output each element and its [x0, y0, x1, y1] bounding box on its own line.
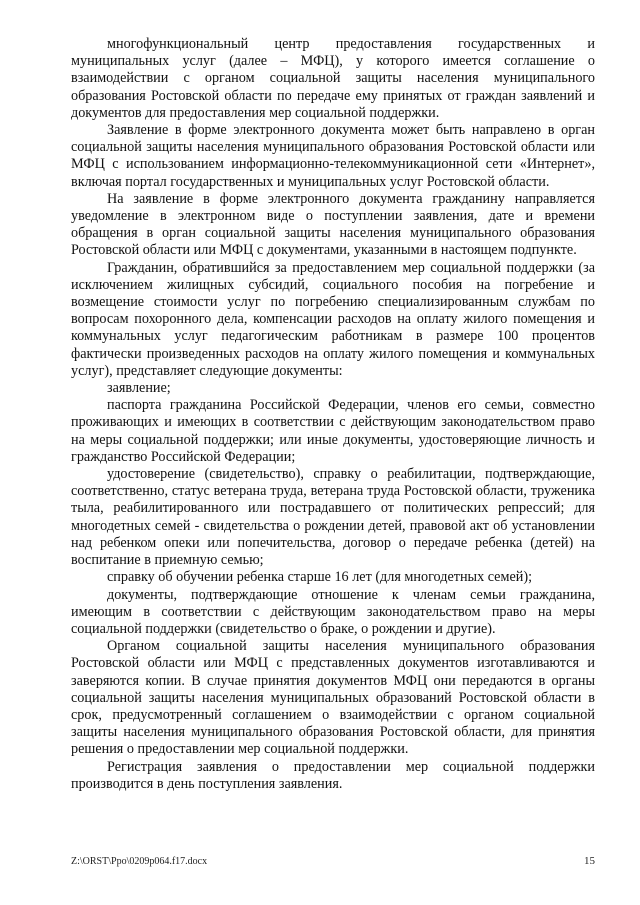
list-item-certificates: удостоверение (свидетельство), справку о реабилитации, подтверждающие, соответственно, статус ветерана труда, ветерана труда Ростовской области, труженика тыла, реабилитированного или пострадавшего от политических репрессий; для многодетных семей - свидетельства о рождении детей, правовой акт об установлении над ребенком опеки или попечительства, договор о передаче ребенка (детей) на воспитание в приемную семью;: [71, 466, 595, 569]
page-number: 15: [584, 855, 595, 867]
paragraph-document-copies: Органом социальной защиты населения муниципального образования Ростовской области или МФЦ с представленных документов изготавливаются и заверяются копии. В случае принятия документов МФЦ они передаются в органы социальной защиты населения муниципальных образований Ростовской области в срок, предусмотренный соглашением о взаимодействии с органом социальной защиты населения муниципального образования Ростовской области, для принятия решения о предоставлении мер социальной поддержки.: [71, 638, 595, 758]
list-item-passports: паспорта гражданина Российской Федерации, членов его семьи, совместно проживающих и имеющих в соответствии с действующим законодательством право на меры социальной поддержки; или иные документы, удостоверяющие личность и гражданство Российской Федерации;: [71, 397, 595, 465]
paragraph-registration: Регистрация заявления о предоставлении мер социальной поддержки производится в день поступления заявления.: [71, 758, 595, 792]
paragraph-electronic-application: Заявление в форме электронного документа может быть направлено в орган социальной защиты населения муниципального образования Ростовской области или МФЦ с использованием информационно-телекоммуникационной сети «Интернет», включая портал государственных и муниципальных услуг Ростовской области.: [71, 122, 595, 190]
paragraph-required-documents: Гражданин, обратившийся за предоставлением мер социальной поддержки (за исключением жилищных субсидий, социального пособия на погребение и возмещение стоимости услуг по погребению специализированным службам по вопросам похоронного дела, компенсации расходов на оплату жилого помещения и коммунальных услуг педагогическим работникам в размере 100 процентов фактически произведенных расходов на оплату жилого помещения и коммунальных услуг), представляет следующие документы:: [71, 259, 595, 379]
footer-file-path: Z:\ORST\Ppo\0209p064.f17.docx: [71, 856, 208, 867]
list-item-education-certificate: справку об обучении ребенка старше 16 лет (для многодетных семей);: [107, 569, 533, 586]
paragraph-mfc-agreement: многофункциональный центр предоставления государственных и муниципальных услуг (далее – МФЦ), у которого имеется соглашение о взаимодействии с органом социальной защиты населения муниципального образования Ростовской области по передаче ему принятых от граждан заявлений и документов для предоставления мер социальной поддержки.: [71, 36, 595, 121]
list-item-family-documents: документы, подтверждающие отношение к членам семьи гражданина, имеющим в соответствии с действующим законодательством право на меры социальной поддержки (свидетельство о браке, о рождении и другие).: [71, 586, 595, 637]
list-item-application: заявление;: [107, 380, 171, 397]
paragraph-electronic-notification: На заявление в форме электронного документа гражданину направляется уведомление в электронном виде о поступлении заявления, дате и времени обращения в орган социальной защиты населения муниципального образования Ростовской области или МФЦ с документами, указанными в настоящем подпункте.: [71, 190, 595, 259]
document-body: [71, 36, 595, 793]
